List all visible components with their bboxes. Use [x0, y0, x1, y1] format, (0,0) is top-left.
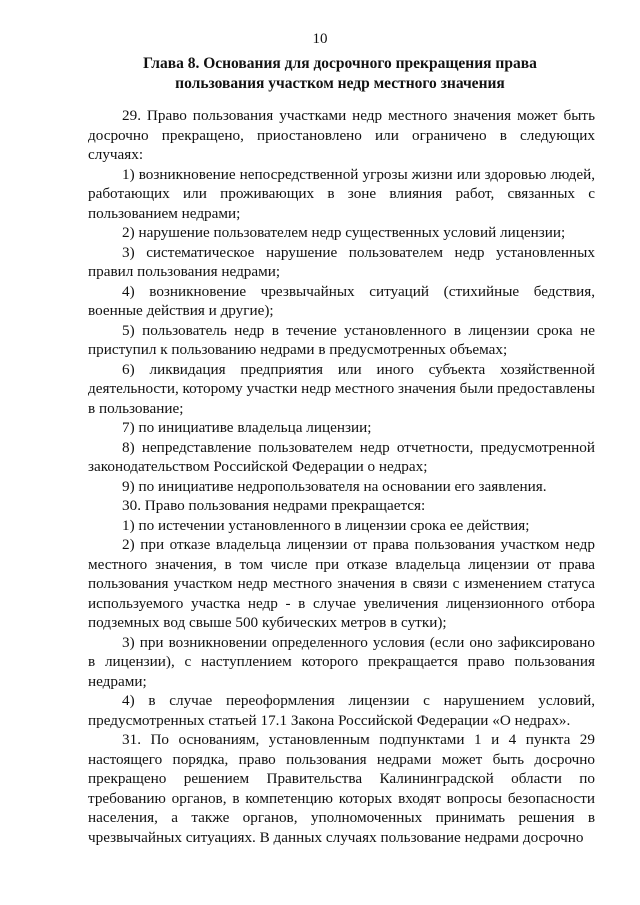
chapter-title-line-1: Глава 8. Основания для досрочного прекращения права	[143, 55, 537, 72]
paragraph-29-item-3: 3) систематическое нарушение пользователем недр установленных правил пользования недрами;	[88, 243, 595, 280]
paragraph-29-item-4: 4) возникновение чрезвычайных ситуаций (стихийные бедствия, военные действия и другие);	[88, 282, 595, 319]
paragraph-30-item-1: 1) по истечении установленного в лицензии срока ее действия;	[122, 516, 530, 534]
paragraph-29-item-8: 8) непредставление пользователем недр отчетности, предусмотренной законодательством Российской Федерации о недрах;	[88, 438, 595, 475]
paragraph-30-item-2: 2) при отказе владельца лицензии от права пользования участком недр местного значения, в том числе при отказе владельца лицензии от права пользования участком недр местного значения в связи с изменением статуса используемого участка недр - в случае увеличения лицензионного отбора подземных вод свыше 500 кубических метров в сутки);	[88, 536, 595, 631]
paragraph-29-item-2: 2) нарушение пользователем недр существенных условий лицензии;	[122, 224, 566, 241]
paragraph-31: 31. По основаниям, установленным подпунктами 1 и 4 пункта 29 настоящего порядка, право пользования недрами может быть досрочно прекращено решением Правительства Калининградской области по требованию органов, в компетенцию которых входят вопросы безопасности населения, а также органов, уполномоченных принимать решения в чрезвычайных ситуациях. В данных случаях пользование недрами досрочно	[88, 731, 595, 846]
paragraph-30-item-3: 3) при возникновении определенного условия (если оно зафиксировано в лицензии), с наступлением которого прекращается право пользования недрами;	[88, 633, 595, 690]
paragraph-29-item-6: 6) ликвидация предприятия или иного субъекта хозяйственной деятельности, которому участки недр местного значения были предоставлены в пользование;	[88, 360, 595, 417]
paragraph-29-item-5: 5) пользователь недр в течение установленного в лицензии срока не приступил к пользованию недрами в предусмотренных объемах;	[88, 321, 595, 358]
document-body	[88, 106, 595, 847]
paragraph-30: 30. Право пользования недрами прекращается:	[122, 497, 426, 514]
paragraph-29-item-1: 1) возникновение непосредственной угрозы жизни или здоровью людей, работающих или проживающих в зоне влияния работ, связанных с пользованием недрами;	[88, 165, 595, 222]
chapter-title	[80, 54, 600, 94]
chapter-title-line-2: пользования участком недр местного значения	[175, 75, 505, 92]
page-number: 10	[312, 31, 328, 47]
paragraph-29: 29. Право пользования участками недр местного значения может быть досрочно прекращено, приостановлено или ограничено в следующих случаях:	[88, 107, 595, 163]
paragraph-29-item-7: 7) по инициативе владельца лицензии;	[122, 419, 372, 436]
paragraph-30-item-4: 4) в случае переоформления лицензии с нарушением условий, предусмотренных статьей 17.1 Закона Российской Федерации «О недрах».	[88, 692, 595, 729]
paragraph-29-item-9: 9) по инициативе недропользователя на основании его заявления.	[122, 477, 547, 495]
